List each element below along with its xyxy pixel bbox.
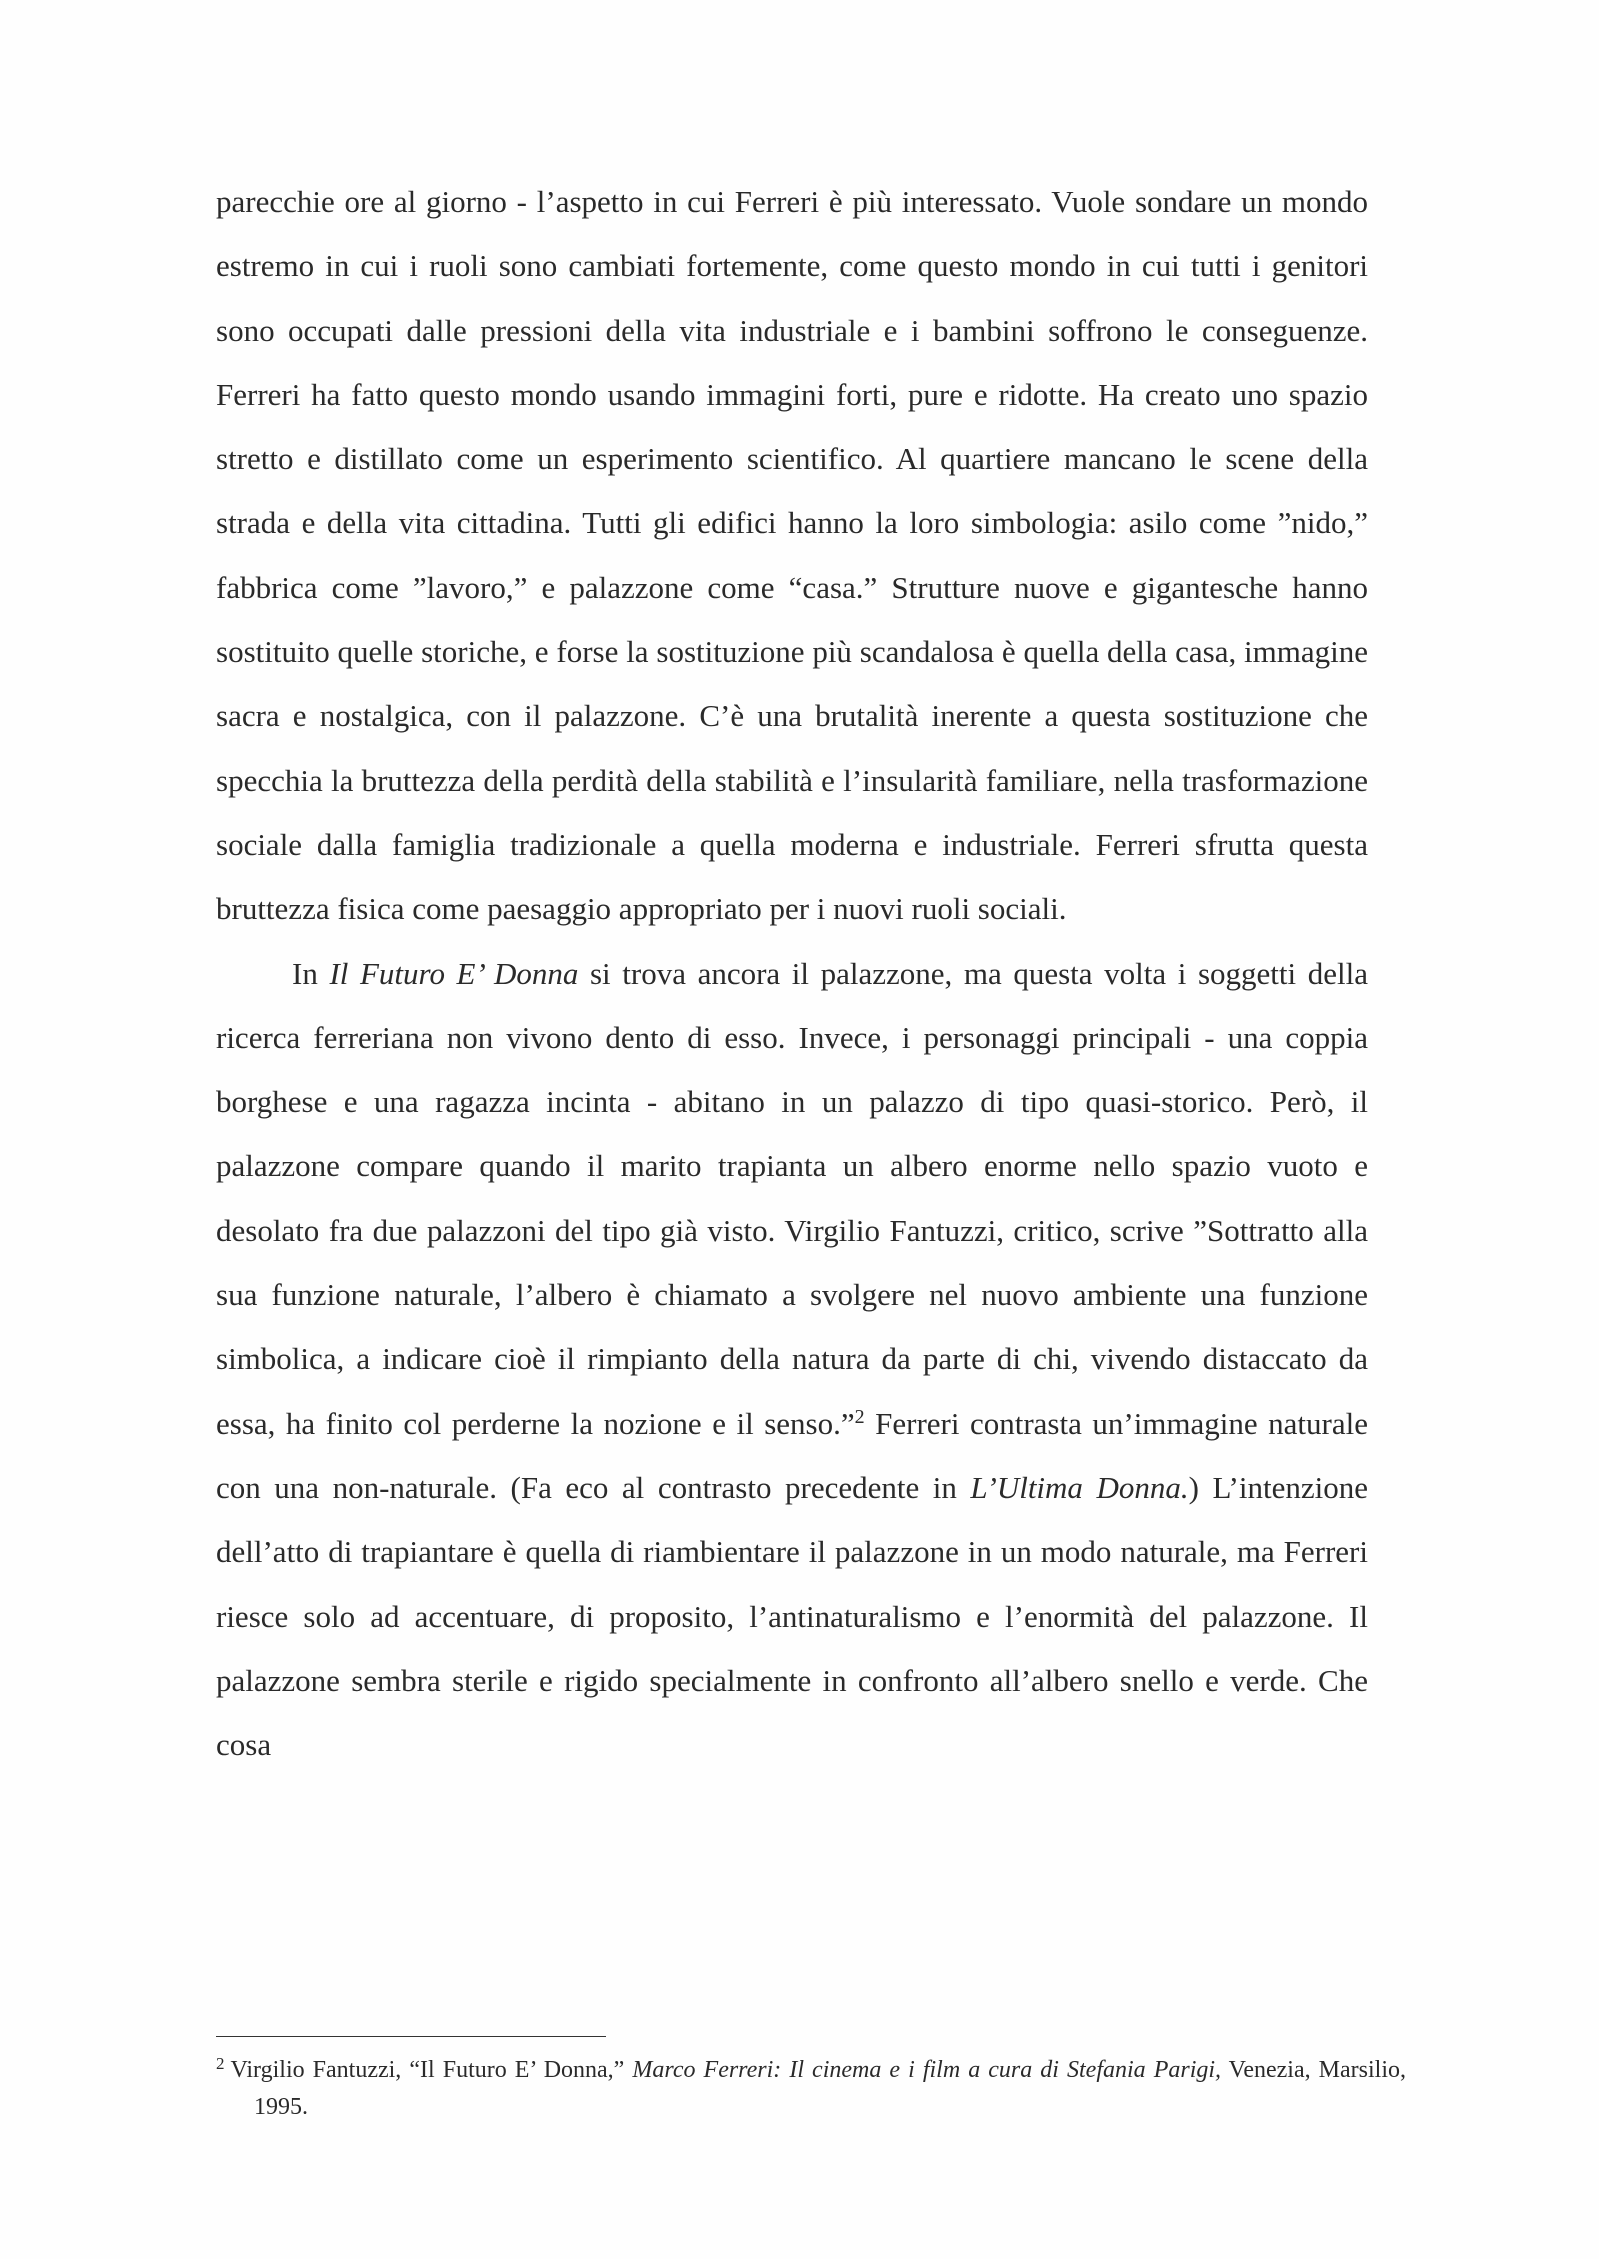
film-title-il-futuro: Il Futuro E’ Donna	[329, 955, 579, 991]
paragraph-2-lead: In	[292, 955, 330, 991]
paragraph-1	[216, 170, 1368, 942]
footnote-reference[interactable]: 2	[854, 1405, 865, 1428]
film-title-ultima-donna: L’Ultima Donna.	[970, 1469, 1189, 1505]
paragraph-2-part-3: ) L’intenzione dell’atto di trapiantare è quella di riambientare il palazzone in un modo naturale, ma Ferreri riesce solo ad accentuare, di proposito, l’antinaturalismo e l’enormità del palazzone. Il palazzone sembra sterile e rigido specialmente in confronto all’albero snello e verde. Che cosa	[216, 1469, 1368, 1763]
paragraph-2-part-1: si trova ancora il palazzone, ma questa volta i soggetti della ricerca ferreriana non vivono dento di esso. Invece, i personaggi principali - una coppia borghese e una ragazza incinta - abitano in un palazzo di tipo quasi-storico. Però, il palazzone compare quando il marito trapianta un albero enorme nello spazio vuoto e desolato fra due palazzoni del tipo già visto. Virgilio Fantuzzi, critico, scrive ”Sottratto alla sua funzione naturale, l’albero è chiamato a svolgere nel nuovo ambiente una funzione simbolica, a indicare cioè il rimpianto della natura da parte di chi, vivendo distaccato da essa, ha finito col perderne la nozione e il senso.”	[216, 955, 1368, 1441]
paragraph-2-part-2: Ferreri contrasta un’immagine naturale con una non-naturale. (Fa eco al contrasto precedente in	[216, 1405, 1369, 1505]
body-text	[216, 170, 1368, 1777]
footnote	[216, 2052, 1406, 2126]
paragraph-2	[216, 942, 1368, 1778]
footnote-book-title: Marco Ferreri: Il cinema e i film a cura di Stefania Parigi,	[632, 2057, 1222, 2083]
footnote-text-end: Venezia, Marsilio, 1995.	[254, 2057, 1407, 2120]
footnote-number: 2	[216, 2054, 225, 2073]
paragraph-1-text: parecchie ore al giorno - l’aspetto in cui Ferreri è più interessato. Vuole sondare un mondo estremo in cui i ruoli sono cambiati fortemente, come questo mondo in cui tutti i genitori sono occupati dalle pressioni della vita industriale e i bambini soffrono le conseguenze. Ferreri ha fatto questo mondo usando immagini forti, pure e ridotte. Ha creato uno spazio stretto e distillato come un esperimento scientifico. Al quartiere mancano le scene della strada e della vita cittadina. Tutti gli edifici hanno la loro simbologia: asilo come ”nido,” fabbrica come ”lavoro,” e palazzone come “casa.” Strutture nuove e gigantesche hanno sostituito quelle storiche, e forse la sostituzione più scandalosa è quella della casa, immagine sacra e nostalgica, con il palazzone. C’è una brutalità inerente a questa sostituzione che specchia la bruttezza della perdità della stabilità e l’insularità familiare, nella trasformazione sociale dalla famiglia tradizionale a quella moderna e industriale. Ferreri sfrutta questa bruttezza fisica come paesaggio appropriato per i nuovi ruoli sociali.	[216, 184, 1368, 927]
footnote-separator	[216, 2036, 606, 2037]
footnote-text-plain: Virgilio Fantuzzi, “Il Futuro E’ Donna,”	[230, 2057, 633, 2083]
